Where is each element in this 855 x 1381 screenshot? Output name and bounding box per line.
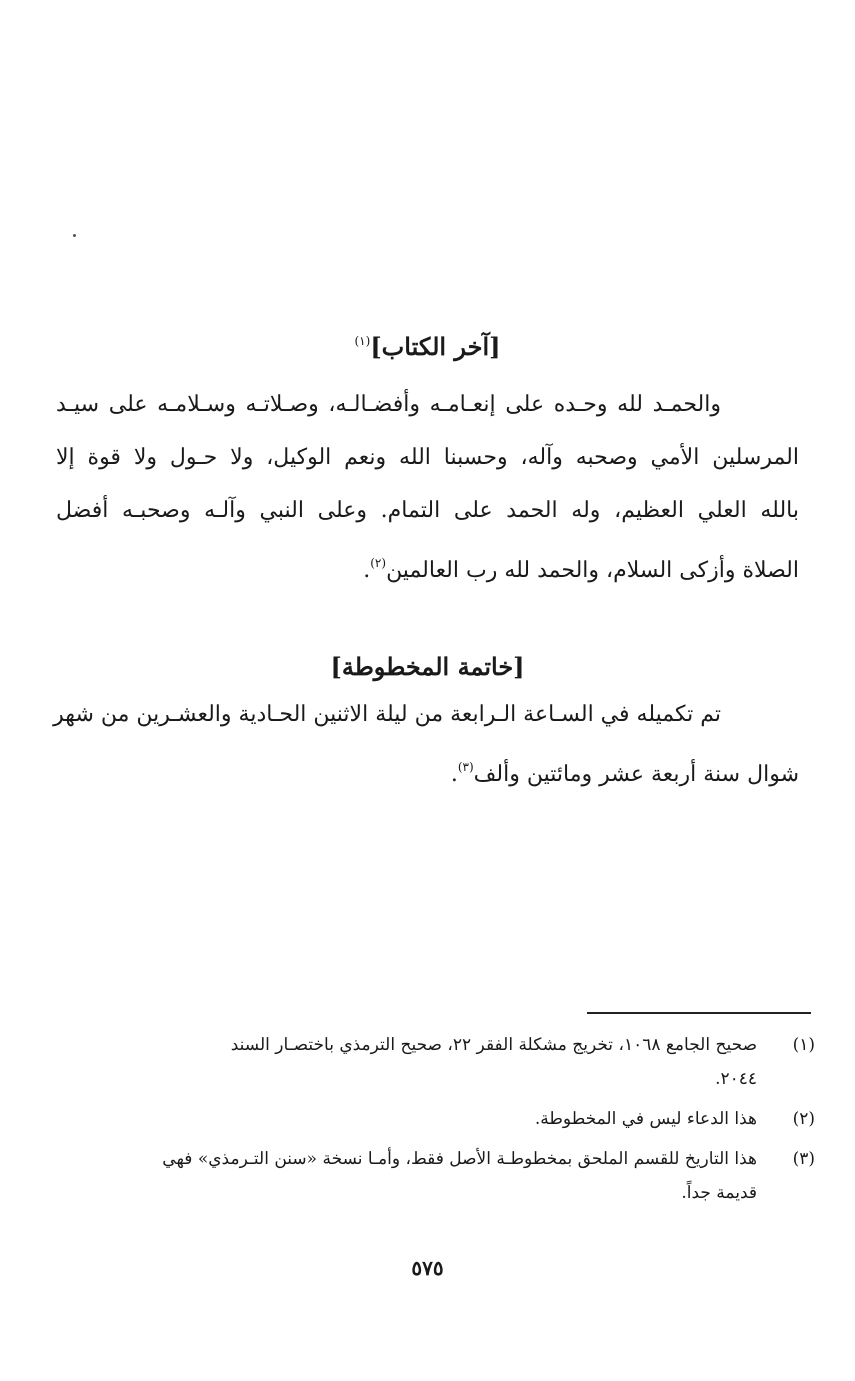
- section-title-manuscript-colophon: [خاتمة المخطوطة]: [330, 652, 525, 681]
- colophon-paragraph: [53, 688, 799, 801]
- footnote-3: [56, 1142, 815, 1210]
- paragraph-line: والحمـد لله وحـده على إنعـامـه وأفضـالـه، وصـلاتـه وسـلامـه على سيـد: [56, 392, 721, 417]
- section-title-end-of-book: [آخر الكتاب]$^{(١)}$: [354, 332, 501, 361]
- page-number: ٥٧٥: [411, 1256, 444, 1280]
- footnote-ref-1: (١): [354, 334, 371, 348]
- footnote-text-continued: قديمة جداً.: [681, 1183, 757, 1203]
- footnote-2: [56, 1102, 815, 1136]
- footnote-text: صحيح الجامع ١٠٦٨، تخريج مشكلة الفقر ٢٢، صحيح الترمذي باختصـار السند: [230, 1035, 757, 1055]
- footnote-ref-3: (٣): [457, 760, 474, 774]
- paragraph-line-final: الصلاة وأزكى السلام، والحمد لله رب العالمين$^{(٢)}$.: [363, 556, 799, 583]
- paragraph-line-final: شوال سنة أربعة عشر ومائتين وألف$^{(٣)}$.: [450, 760, 799, 787]
- footnote-number: (٢): [792, 1109, 815, 1129]
- scan-speck: [73, 234, 76, 237]
- footnote-text-continued: ٢٠٤٤.: [715, 1069, 757, 1089]
- footnotes: [56, 1028, 815, 1216]
- paragraph-line: المرسلين الأمي وصحبه وآله، وحسبنا الله ونعم الوكيل، ولا حـول ولا قوة إلا: [56, 445, 799, 470]
- closing-paragraph: [56, 378, 799, 597]
- footnote-separator: [587, 1012, 811, 1014]
- footnote-ref-2: (٢): [370, 556, 387, 570]
- footnote-number: (٣): [792, 1149, 815, 1169]
- paragraph-line: بالله العلي العظيم، وله الحمد على التمام. وعلى النبي وآلـه وصحبـه أفضل: [56, 498, 799, 523]
- footnote-1: [56, 1028, 815, 1096]
- footnote-number: (١): [792, 1035, 815, 1055]
- footnote-text: هذا التاريخ للقسم الملحق بمخطوطـة الأصل فقط، وأمـا نسخة «سنن التـرمذي» فهي: [162, 1149, 757, 1169]
- footnote-text: هذا الدعاء ليس في المخطوطة.: [534, 1109, 757, 1129]
- paragraph-line: تم تكميله في السـاعة الـرابعة من ليلة الاثنين الحـادية والعشـرين من شهر: [53, 702, 721, 727]
